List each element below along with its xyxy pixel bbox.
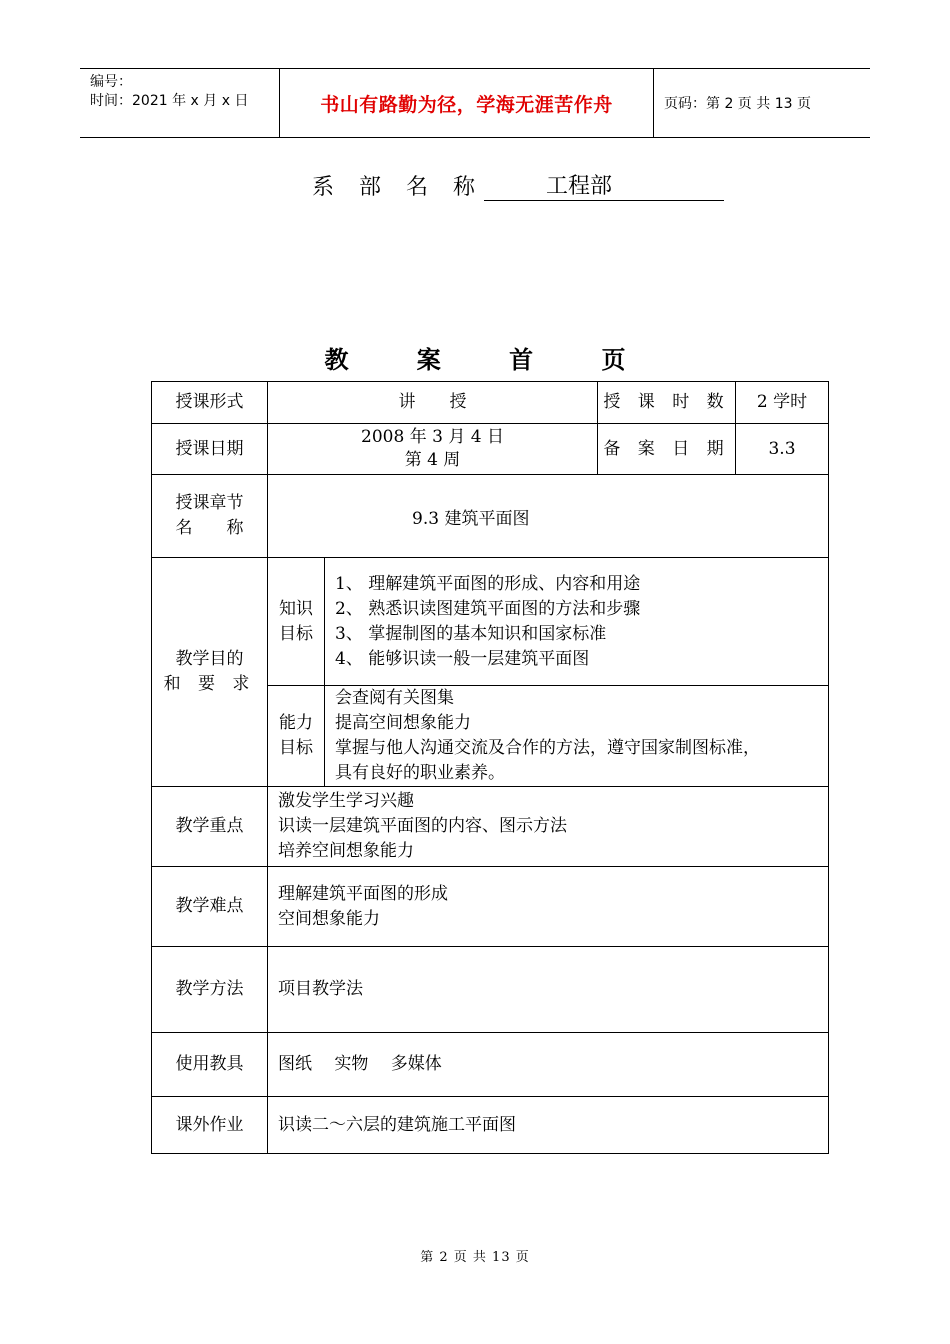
number-label: 编号： bbox=[90, 74, 132, 90]
page-footer: 第 2 页 共 13 页 bbox=[420, 1250, 530, 1265]
table-row bbox=[152, 558, 829, 686]
difficulty-label: 教学难点 bbox=[152, 867, 268, 947]
key-items bbox=[268, 787, 829, 867]
record-label: 备 案 日 期 bbox=[598, 424, 736, 475]
homework-label: 课外作业 bbox=[152, 1097, 268, 1154]
list-item: 提高空间想象能力 bbox=[335, 713, 471, 733]
table-row bbox=[152, 424, 829, 475]
form-label: 授课形式 bbox=[152, 382, 268, 424]
hours-label: 授 课 时 数 bbox=[598, 382, 736, 424]
list-item: 3、 掌握制图的基本知识和国家标准 bbox=[335, 623, 607, 644]
chapter-value: 9.3 建筑平面图 bbox=[268, 475, 829, 558]
tools-label: 使用教具 bbox=[152, 1033, 268, 1097]
knowledge-label-line1: 知识 bbox=[279, 598, 313, 619]
list-item: 空间想象能力 bbox=[278, 908, 380, 929]
time-label: 时间：2021 年 x 月 x 日 bbox=[90, 93, 249, 109]
document-header bbox=[80, 68, 870, 138]
homework-value: 识读二～六层的建筑施工平面图 bbox=[268, 1097, 829, 1154]
knowledge-items bbox=[325, 558, 829, 686]
method-label: 教学方法 bbox=[152, 947, 268, 1033]
chapter-label-cell bbox=[152, 475, 268, 558]
ability-items bbox=[325, 686, 829, 787]
department-value: 工程部 bbox=[484, 174, 724, 201]
list-item: 理解建筑平面图的形成 bbox=[278, 883, 448, 904]
hours-value: 2 学时 bbox=[736, 382, 829, 424]
header-meta bbox=[80, 69, 280, 137]
knowledge-label-cell bbox=[268, 558, 325, 686]
date-cell bbox=[268, 424, 598, 475]
list-item: 激发学生学习兴趣 bbox=[278, 791, 414, 811]
week-value: 第 4 周 bbox=[404, 450, 461, 470]
ability-label-line1: 能力 bbox=[279, 713, 313, 733]
date-label: 授课日期 bbox=[152, 424, 268, 475]
ability-label-cell bbox=[268, 686, 325, 787]
header-motto: 书山有路勤为径，学海无涯苦作舟 bbox=[280, 69, 654, 137]
goal-label-cell bbox=[152, 558, 268, 787]
table-row bbox=[152, 947, 829, 1033]
list-item: 具有良好的职业素养。 bbox=[335, 763, 505, 783]
list-item: 1、 理解建筑平面图的形成、内容和用途 bbox=[335, 573, 641, 594]
table-row bbox=[152, 1097, 829, 1154]
table-row bbox=[152, 382, 829, 424]
department-label: 系 部 名 称 bbox=[312, 175, 484, 200]
list-item: 识读一层建筑平面图的内容、图示方法 bbox=[278, 816, 567, 836]
goal-label-line1: 教学目的 bbox=[175, 649, 244, 669]
list-item: 4、 能够识读一般一层建筑平面图 bbox=[335, 648, 590, 669]
lesson-plan-table bbox=[151, 381, 829, 1154]
chapter-label-line1: 授课章节 bbox=[175, 493, 244, 513]
chapter-label-line2: 名 称 bbox=[175, 518, 244, 538]
ability-label-line2: 目标 bbox=[279, 738, 313, 758]
goal-label-line2: 和 要 求 bbox=[163, 674, 256, 694]
knowledge-label-line2: 目标 bbox=[279, 623, 313, 644]
method-value: 项目教学法 bbox=[268, 947, 829, 1033]
list-item: 2、 熟悉识读图建筑平面图的方法和步骤 bbox=[335, 598, 641, 619]
difficulty-items bbox=[268, 867, 829, 947]
form-value: 讲 授 bbox=[268, 382, 598, 424]
list-item: 培养空间想象能力 bbox=[278, 841, 414, 861]
table-row bbox=[152, 867, 829, 947]
page-title: 教 案 首 页 bbox=[324, 345, 656, 374]
table-row bbox=[152, 475, 829, 558]
list-item: 会查阅有关图集 bbox=[335, 688, 454, 708]
record-value: 3.3 bbox=[736, 424, 829, 475]
tools-value: 图纸 实物 多媒体 bbox=[268, 1033, 829, 1097]
table-row bbox=[152, 1033, 829, 1097]
table-row bbox=[152, 787, 829, 867]
key-label: 教学重点 bbox=[152, 787, 268, 867]
list-item: 掌握与他人沟通交流及合作的方法，遵守国家制图标准， bbox=[335, 738, 760, 758]
department-line bbox=[312, 170, 724, 201]
header-page-info: 页码：第 2 页 共 13 页 bbox=[664, 96, 811, 112]
date-value: 2008 年 3 月 4 日 bbox=[361, 427, 504, 447]
